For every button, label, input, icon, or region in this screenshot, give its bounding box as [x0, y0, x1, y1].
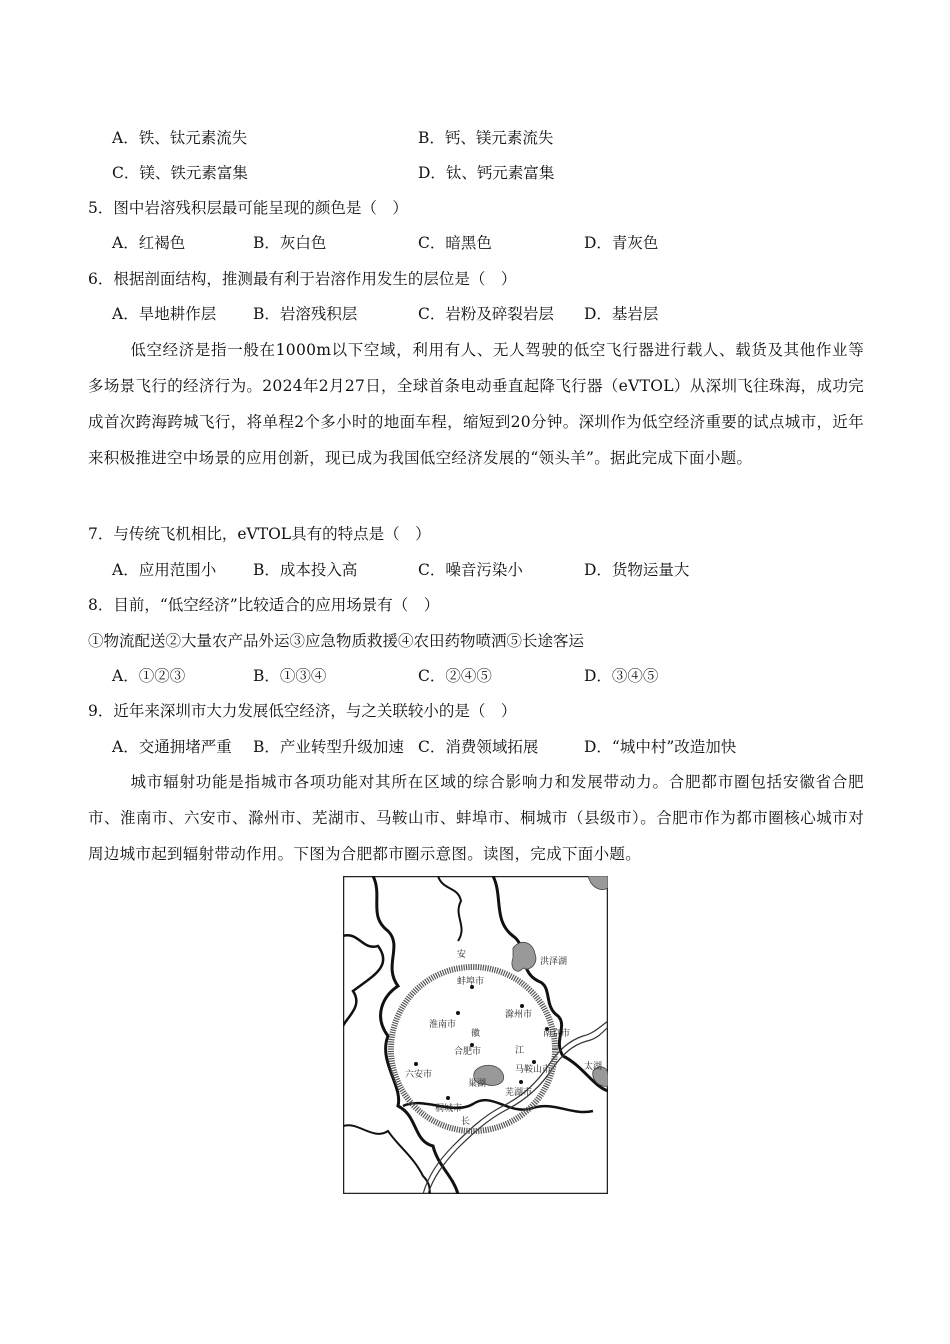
label-hefei: 合肥市 — [454, 1047, 482, 1057]
label-tongcheng: 桐城市 — [435, 1104, 463, 1114]
q6-option-d: D．基岩层 — [584, 305, 659, 323]
q7-option-b: B．成本投入高 — [253, 561, 358, 579]
label-nanjing: 南京市 — [543, 1029, 571, 1039]
q9-stem: 9．近年来深圳市大力发展低空经济，与之关联较小的是（ ） — [88, 702, 517, 720]
q5-option-b: B．灰白色 — [253, 234, 327, 252]
q8-stem: 8．目前，“低空经济”比较适合的应用场景有（ ） — [88, 596, 440, 614]
q4-option-b: B．钙、镁元素流失 — [418, 129, 554, 147]
passage-1-text: 低空经济是指一般在1000m以下空域，利用有人、无人驾驶的低空飞行器进行载人、载货及其他作业等多场景飞行的经济行为。2024年2月27日，全球首条电动垂直起降飞行器（eVTOL）从深圳飞往珠海，成功完成首次跨海跨城飞行，将单程2个多小时的地面车程，缩短到20分钟。深圳作为低空经济重要的试点城市，近年来积极推进空中场景的应用创新，现已成为我国低空经济发展的“领头羊”。据此完成下面小题。 — [88, 341, 864, 467]
q8-option-a: A．①②③ — [112, 667, 186, 685]
q4-option-a: A．铁、钛元素流失 — [112, 129, 248, 147]
q5-option-a: A．红褐色 — [112, 234, 186, 252]
q8-option-b: B．①③④ — [253, 667, 327, 685]
q5-option-d: D．青灰色 — [584, 234, 659, 252]
q4-option-d: D．钛、钙元素富集 — [418, 164, 555, 182]
q7-option-a: A．应用范围小 — [112, 561, 217, 579]
label-chuzhou: 滁州市 — [505, 1010, 533, 1020]
q9-option-d: D．“城中村”改造加快 — [584, 738, 737, 756]
label-chang: 长 — [461, 1117, 471, 1127]
label-hongzehu: 洪泽湖 — [540, 957, 568, 967]
passage-2-text: 城市辐射功能是指城市各项功能对其所在区域的综合影响力和发展带动力。合肥都市圈包括安徽省合肥市、淮南市、六安市、滁州市、芜湖市、马鞍山市、蚌埠市、桐城市（县级市）。合肥市作为都市圈核心城市对周边城市起到辐射带动作用。下图为合肥都市圈示意图。读图，完成下面小题。 — [88, 773, 864, 863]
huainan-dot — [456, 1011, 460, 1015]
q9-option-b: B．产业转型升级加速 — [253, 738, 404, 756]
label-luan: 六安市 — [405, 1070, 433, 1080]
wuhu-dot — [519, 1080, 523, 1084]
label-bengbu: 蚌埠市 — [457, 977, 485, 987]
q6-stem: 6．根据剖面结构，推测最有利于岩溶作用发生的层位是（ ） — [88, 270, 517, 288]
chuzhou-dot — [520, 1004, 524, 1008]
label-jiang: 江 — [515, 1046, 525, 1056]
luan-dot — [414, 1062, 418, 1066]
q8-items: ①物流配送②大量农产品外运③应急物质救援④农田药物喷洒⑤长途客运 — [88, 632, 585, 650]
q5-option-c: C．暗黑色 — [418, 234, 492, 252]
q9-option-a: A．交通拥堵严重 — [112, 738, 232, 756]
label-hui: 徽 — [471, 1029, 481, 1039]
q8-option-d: D．③④⑤ — [584, 667, 659, 685]
q4-option-c: C．镁、铁元素富集 — [112, 164, 248, 182]
label-taihu: 太湖 — [584, 1062, 603, 1072]
hefei-metropolitan-map — [343, 876, 608, 1194]
label-an: 安 — [457, 950, 467, 960]
q6-option-b: B．岩溶残积层 — [253, 305, 358, 323]
label-chaohu: 巢湖 — [468, 1079, 487, 1089]
q7-option-d: D．货物运量大 — [584, 561, 690, 579]
tongcheng-dot — [446, 1096, 450, 1100]
q7-option-c: C．噪音污染小 — [418, 561, 523, 579]
q6-option-c: C．岩粉及碎裂岩层 — [418, 305, 554, 323]
label-maanshan: 马鞍山市 — [515, 1065, 552, 1075]
q5-stem: 5．图中岩溶残积层最可能呈现的颜色是（ ） — [88, 199, 408, 217]
q7-stem: 7．与传统飞机相比，eVTOL具有的特点是（ ） — [88, 525, 431, 543]
label-wuhu: 芜湖市 — [505, 1088, 533, 1098]
q6-option-a: A．旱地耕作层 — [112, 305, 217, 323]
passage-low-altitude-economy — [88, 332, 864, 476]
maanshan-dot — [532, 1060, 536, 1064]
q9-option-c: C．消费领域拓展 — [418, 738, 539, 756]
passage-hefei-metropolitan — [88, 764, 864, 872]
q8-option-c: C．②④⑤ — [418, 667, 492, 685]
hongze-lake — [512, 942, 536, 971]
label-huainan: 淮南市 — [429, 1020, 457, 1030]
